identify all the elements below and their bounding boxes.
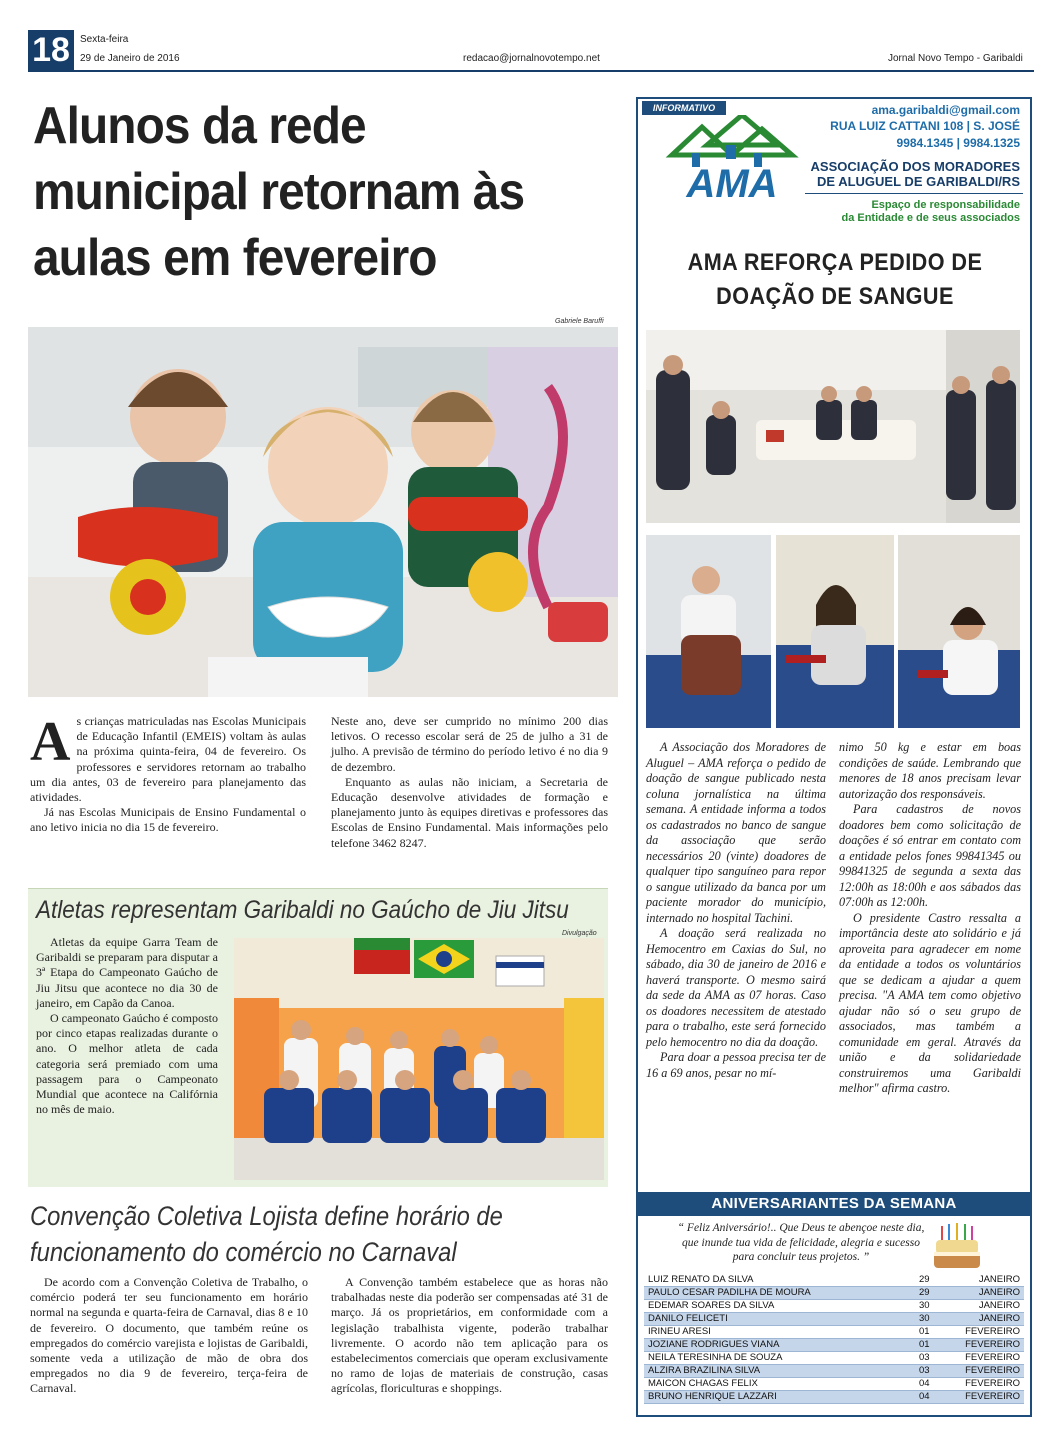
birthday-cake-icon	[930, 1218, 984, 1272]
table-row	[644, 1339, 1024, 1352]
title-line: DOAÇÃO DE SANGUE	[716, 283, 954, 310]
birthday-month: JANEIRO	[961, 1287, 1024, 1300]
divider	[805, 193, 1023, 194]
espaco-line: Espaço de responsabilidade	[871, 199, 1020, 211]
paragraph: A Associação dos Moradores de Aluguel – AMA reforça o pedido de doação de sangue publicado nesta coluna jornalística na última semana. A entidade informa a todos os cadastrados no banco de sangue da associação que serão necessários 20 (vinte) doadores de qualquer tipo sanguíneo para repor o sangue utilizado da banca por um paciente morador do município, internado no hospital Tachini.	[646, 740, 826, 925]
birthday-name: PAULO CESAR PADILHA DE MOURA	[644, 1287, 915, 1300]
birthday-day: 01	[915, 1326, 961, 1339]
paragraph: Enquanto as aulas não iniciam, a Secretaria de Educação desenvolve atividades de formação e planejamento junto às equipes diretivas e professores das Escolas de Ensino Fundamental. Mais informações pelo telefone 3462 8247.	[331, 774, 608, 850]
paragraph: Para doar a pessoa precisa ter de 16 a 69 anos, pesar no mí-	[646, 1050, 826, 1080]
birthday-name: IRINEU ARESI	[644, 1326, 915, 1339]
paragraph: O presidente Castro ressalta a importância deste ato solidário e já aproveita para agradecer em nome da entidade a todos os voluntários que se dedicam a ajudar a quem precisa. "A AMA tem como objetivo ajudar não só o seu grupo de associados, mas também a comunidade em geral. Através da união e da solidariedade construiremos uma Garibaldi melhor" afirma castro.	[839, 910, 1021, 1095]
header-paper-name: Jornal Novo Tempo - Garibaldi	[888, 53, 1023, 64]
page-number: 18	[28, 30, 74, 70]
aniversariantes-table	[644, 1274, 1024, 1404]
paragraph: Para cadastros de novos doadores bem como solicitação de doações é só entrar em contato com a entidade pelos fones 99841345 ou 99841325 de segunda a sexta das 12:00h as 18:00h e aos sábados das 07:00h as 12:00h.	[839, 802, 1021, 909]
assoc-line: DE ALUGUEL DE GARIBALDI/RS	[817, 174, 1020, 189]
birthday-message: “ Feliz Aniversário!.. Que Deus te abençoe neste dia, que inunde tua vida de felicidade, alegria e sucesso para concluir teus projetos. ”	[677, 1222, 925, 1263]
birthday-day: 03	[915, 1365, 961, 1378]
birthday-name: MAICON CHAGAS FELIX	[644, 1378, 915, 1391]
header-rule	[28, 70, 1034, 72]
paragraph: De acordo com a Convenção Coletiva de Trabalho, o comércio poderá ter seu funcionamento em horário normal na segunda e quarta-feira de Carnaval, dias 8 e 10 de fevereiro. O documento, que também reúne os empregados do comércio varejista e lojistas de Garibaldi, somente veda a utilização de mão de obra dos empregados no dia 9 de fevereiro, terça-feira de Carnaval.	[30, 1275, 308, 1396]
assoc-line: ASSOCIAÇÃO DOS MORADORES	[810, 159, 1020, 174]
table-row	[644, 1313, 1024, 1326]
birthday-month: JANEIRO	[961, 1300, 1024, 1313]
table-row	[644, 1378, 1024, 1391]
birthday-month: FEVEREIRO	[961, 1365, 1024, 1378]
birthday-month: FEVEREIRO	[961, 1326, 1024, 1339]
birthday-day: 04	[915, 1378, 961, 1391]
birthday-day: 04	[915, 1391, 961, 1404]
birthday-name: NEILA TERESINHA DE SOUZA	[644, 1352, 915, 1365]
table-row	[644, 1300, 1024, 1313]
dropcap: A	[30, 711, 71, 773]
birthday-name: DANILO FELICETI	[644, 1313, 915, 1326]
atletas-text	[36, 935, 218, 1117]
header-day: Sexta-feira	[80, 34, 129, 45]
title-line: AMA REFORÇA PEDIDO DE	[687, 249, 983, 276]
convencao-col2	[331, 1275, 608, 1397]
main-headline: Alunos da rede municipal retornam às aulas em fevereiro	[33, 97, 525, 287]
birthday-month: FEVEREIRO	[961, 1378, 1024, 1391]
convencao-title: Convenção Coletiva Lojista define horário de funcionamento do comércio no Carnaval	[30, 1201, 503, 1267]
birthday-name: JOZIANE RODRIGUES VIANA	[644, 1339, 915, 1352]
ama-phones: 9984.1345 | 9984.1325	[896, 136, 1020, 150]
paragraph: A doação será realizada no Hemocentro em Caxias do Sul, no sábado, dia 30 de janeiro de 2016 e haverá transporte. O mesmo sairá da sede da AMA as 07 horas. Caso os doadores necessitem de atestado para o trabalho, este será fornecido pelo hemocentro no dia da doação.	[646, 926, 826, 1049]
main-article-col1	[30, 711, 306, 836]
ama-logo	[662, 115, 802, 205]
birthday-month: FEVEREIRO	[961, 1352, 1024, 1365]
meeting-photo	[646, 330, 1020, 523]
jiu-jitsu-team-photo	[234, 938, 604, 1180]
photo-credit: Divulgação	[562, 930, 597, 937]
birthday-day: 03	[915, 1352, 961, 1365]
birthday-name: LUIZ RENATO DA SILVA	[644, 1274, 915, 1287]
donor-photo-3	[898, 535, 1020, 728]
ama-logo-text: AMA	[686, 162, 778, 205]
birthday-day: 01	[915, 1339, 961, 1352]
header-date: 29 de Janeiro de 2016	[80, 53, 180, 64]
table-row	[644, 1326, 1024, 1339]
birthday-month: JANEIRO	[961, 1274, 1024, 1287]
aniversariantes-header: ANIVERSARIANTES DA SEMANA	[638, 1192, 1030, 1216]
table-row	[644, 1287, 1024, 1300]
atletas-title: Atletas representam Garibaldi no Gaúcho de Jiu Jitsu	[36, 896, 569, 924]
birthday-month: FEVEREIRO	[961, 1339, 1024, 1352]
table-row	[644, 1391, 1024, 1404]
birthday-name: ALZIRA BRAZILINA SILVA	[644, 1365, 915, 1378]
donor-photo-2	[776, 535, 894, 728]
table-row	[644, 1352, 1024, 1365]
ama-address: RUA LUIZ CATTANI 108 | S. JOSÉ	[830, 119, 1020, 133]
table-row	[644, 1365, 1024, 1378]
header-email[interactable]: redacao@jornalnovotempo.net	[463, 53, 600, 64]
paragraph: A Convenção também estabelece que as horas não trabalhadas neste dia poderão ser compensadas até 31 de março. Já os proprietários, em conformidade com a legislação trabalhista vigente, poderão trabalhar livremente. O acordo não tem aplicação para os estabelecimentos comerciais que operam exclusivamente no ramo de lojas de materiais de construção, casas agrícolas, floriculturas e shoppings.	[331, 1275, 608, 1396]
birthday-month: JANEIRO	[961, 1313, 1024, 1326]
birthday-day: 30	[915, 1300, 961, 1313]
ama-email[interactable]: ama.garibaldi@gmail.com	[871, 103, 1020, 117]
birthday-name: BRUNO HENRIQUE LAZZARI	[644, 1391, 915, 1404]
main-article-col2	[331, 714, 608, 851]
donor-photo-1	[646, 535, 771, 728]
informativo-tag: INFORMATIVO	[642, 101, 726, 115]
paragraph: O campeonato Gaúcho é composto por cinco etapas realizadas durante o ano. O melhor atleta de cada categoria será premiado com uma passagem para o Campeonato Mundial que acontece na Califórnia no mês de maio.	[36, 1011, 218, 1117]
ama-article-col1	[646, 740, 826, 1081]
photo-credit: Gabriele Baruffi	[555, 318, 604, 325]
convencao-col1	[30, 1275, 308, 1397]
ama-association-name	[811, 159, 1020, 189]
ama-responsibility-note	[841, 199, 1020, 225]
ama-article-title	[660, 246, 1011, 314]
birthday-name: EDEMAR SOARES DA SILVA	[644, 1300, 915, 1313]
birthday-day: 29	[915, 1274, 961, 1287]
birthday-day: 30	[915, 1313, 961, 1326]
ama-article-col2	[839, 740, 1021, 1097]
paragraph: Atletas da equipe Garra Team de Garibaldi se preparam para disputar a 3ª Etapa do Campeonato Gaúcho de Jiu Jitsu que acontece no dia 30 de janeiro, em Capão da Canoa.	[36, 935, 218, 1010]
espaco-line: da Entidade e de seus associados	[841, 212, 1020, 224]
birthday-day: 29	[915, 1287, 961, 1300]
paragraph: nimo 50 kg e estar em boas condições de saúde. Lembrando que menores de 18 anos precisam levar autorização dos responsáveis.	[839, 740, 1021, 801]
paragraph: Já nas Escolas Municipais de Ensino Fundamental o ano letivo inicia no dia 15 de fevereiro.	[30, 805, 306, 835]
table-row	[644, 1274, 1024, 1287]
paragraph: s crianças matriculadas nas Escolas Municipais de Educação Infantil (EMEIS) voltam às aulas na próxima quinta-feira, 04 de fevereiro. Os professores e servidores retornam ao trabalho um dia antes, 03 de fevereiro para planejamento das atividades.	[30, 714, 306, 805]
paragraph: Neste ano, deve ser cumprido no mínimo 200 dias letivos. O recesso escolar será de 25 de julho a 31 de julho. A previsão de término do período letivo é no dia 9 de dezembro.	[331, 714, 608, 774]
birthday-month: FEVEREIRO	[961, 1391, 1024, 1404]
children-photo	[28, 327, 618, 697]
